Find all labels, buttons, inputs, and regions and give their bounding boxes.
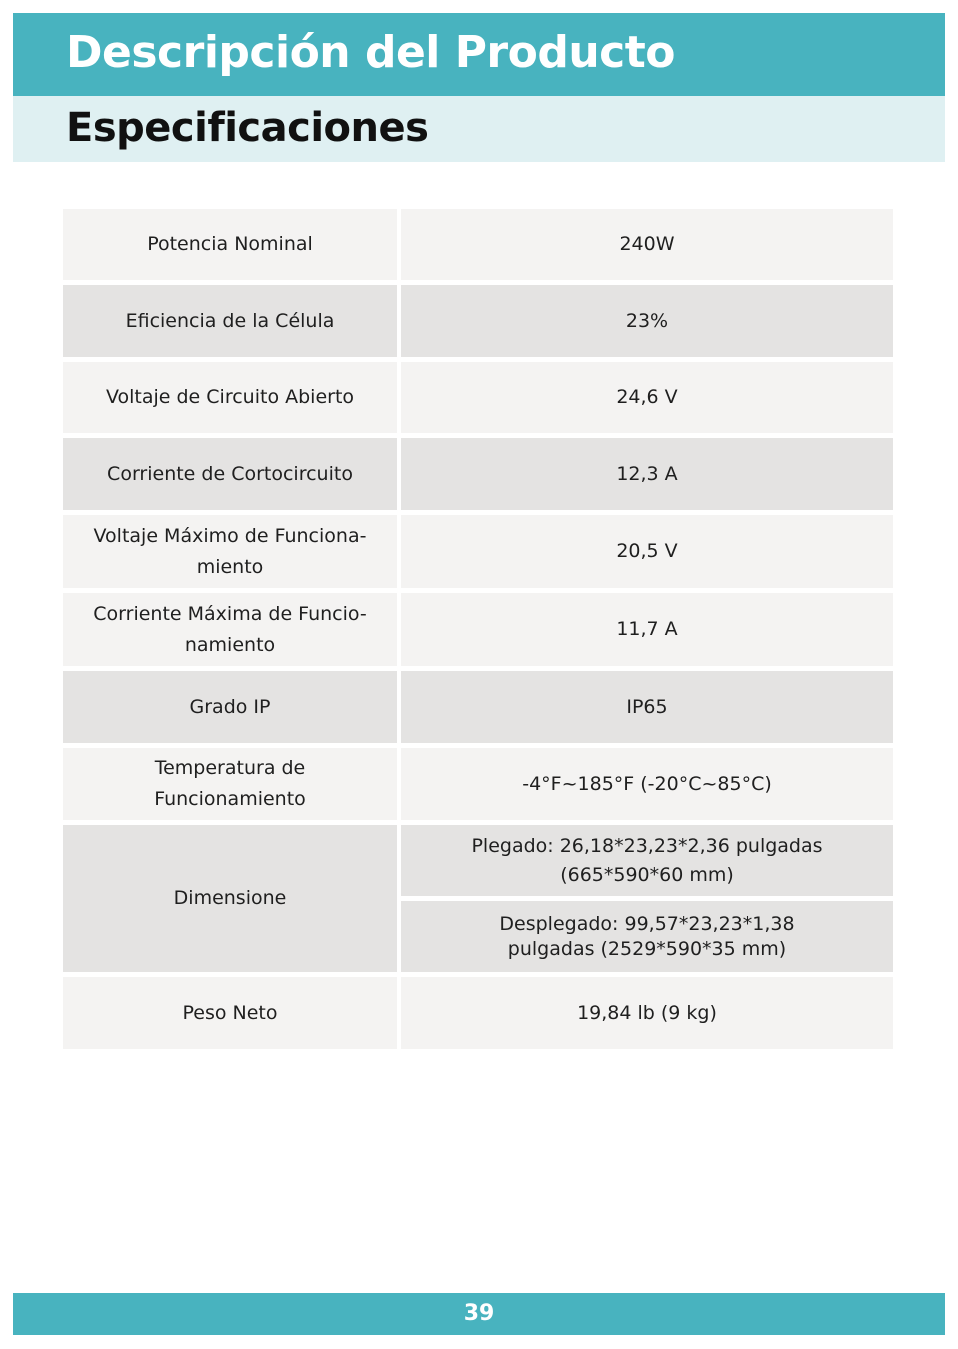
spec-row [63,977,893,1054]
spec-value: 20,5 V [401,515,893,593]
spec-row [63,671,893,748]
spec-label: Eficiencia de la Célula [63,285,401,362]
spec-label: Corriente de Cortocircuito [63,438,401,515]
spec-label: Voltaje de Circuito Abierto [63,362,401,438]
spec-row [63,362,893,438]
spec-row [63,748,893,825]
spec-value: -4°F~185°F (-20°C~85°C) [401,748,893,825]
spec-row-dimension [63,825,893,901]
spec-row [63,593,893,671]
page-number: 39 [463,1301,495,1326]
spec-label: Potencia Nominal [63,209,401,285]
spec-value: 23% [401,285,893,362]
header-banner [13,13,945,96]
spec-value-folded: Plegado: 26,18*23,23*2,36 pulgadas (665*590*60 mm) [401,825,893,901]
section-title: Especificaciones [66,105,429,151]
specifications-table [63,209,893,1054]
spec-value: IP65 [401,671,893,748]
spec-row [63,515,893,593]
spec-row [63,438,893,515]
section-banner [13,96,945,162]
spec-value-unfolded: Desplegado: 99,57*23,23*1,38 pulgadas (2529*590*35 mm) [401,901,893,977]
footer-bar [13,1293,945,1335]
spec-value: 240W [401,209,893,285]
spec-label: Corriente Máxima de Funcio- namiento [63,593,401,671]
spec-label: Dimensione [63,825,401,977]
spec-value: 19,84 lb (9 kg) [401,977,893,1054]
spec-row [63,209,893,285]
spec-label: Voltaje Máximo de Funciona- miento [63,515,401,593]
page-title: Descripción del Producto [66,27,676,78]
spec-value: 12,3 A [401,438,893,515]
spec-label: Grado IP [63,671,401,748]
spec-label: Temperatura de Funcionamiento [63,748,401,825]
spec-row [63,285,893,362]
spec-value: 24,6 V [401,362,893,438]
spec-label: Peso Neto [63,977,401,1054]
spec-value: 11,7 A [401,593,893,671]
